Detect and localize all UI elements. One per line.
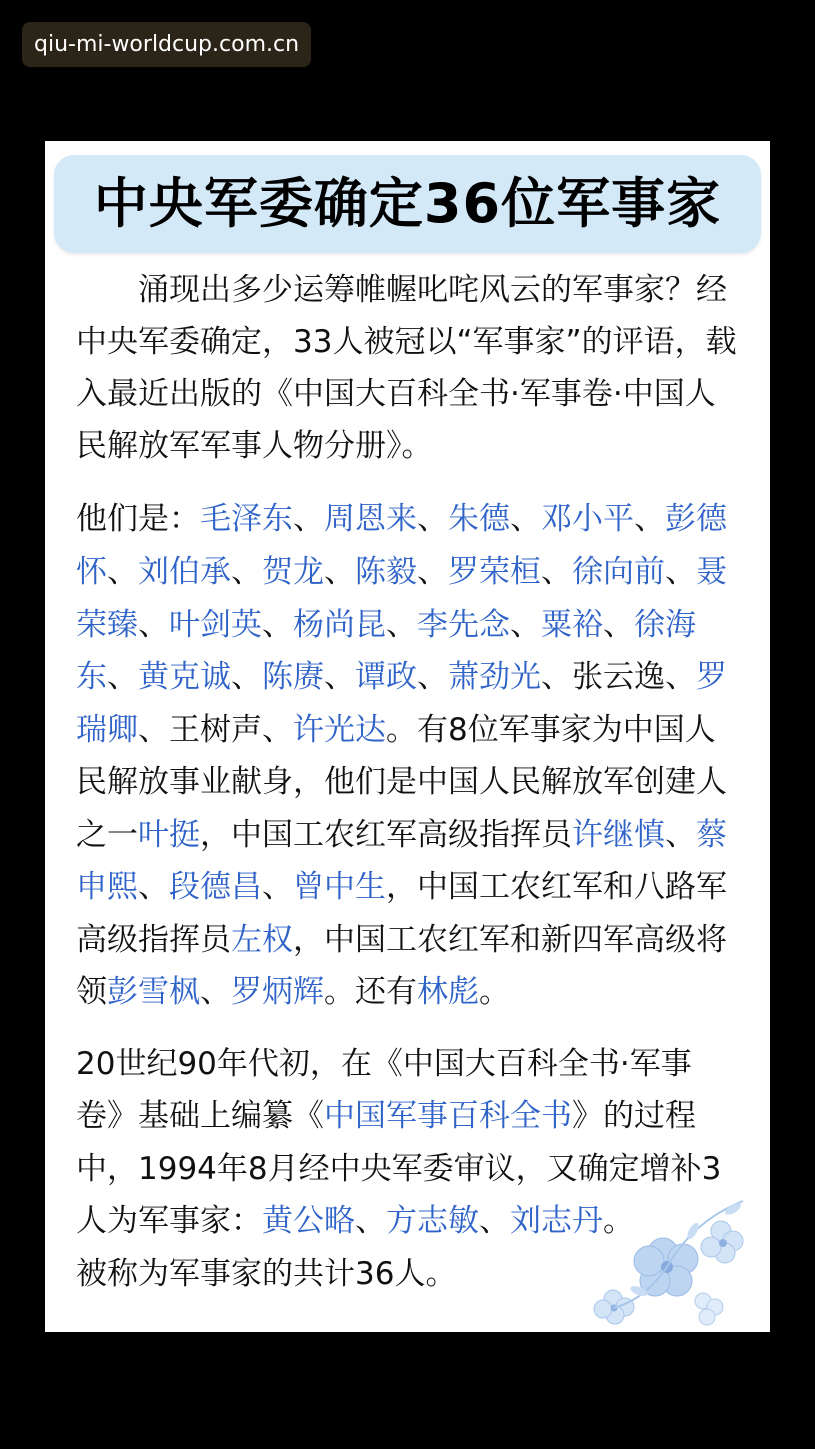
text-line: [76, 966, 510, 1018]
name-highlight: 萧劲光: [448, 659, 541, 695]
text-segment: 、: [479, 1203, 510, 1239]
text-segment: 20世纪90年代初，在《中国大百科全书·军事: [76, 1046, 692, 1082]
text-line: [76, 1143, 721, 1195]
name-highlight: 罗: [696, 659, 727, 695]
text-segment: 、: [138, 607, 169, 643]
text-line: [76, 316, 737, 368]
text-line: [76, 368, 716, 420]
name-highlight: 邓小平: [541, 501, 634, 537]
name-highlight: 徐海: [634, 607, 696, 643]
text-segment: 人为军事家：: [76, 1203, 262, 1239]
text-segment: 、王树声、: [138, 712, 293, 748]
text-segment: 》的过程: [572, 1098, 696, 1134]
name-highlight: 刘伯承: [138, 554, 231, 590]
text-segment: 、: [634, 501, 665, 537]
text-segment: 、: [231, 554, 262, 590]
text-segment: 。: [479, 974, 510, 1010]
text-segment: 民解放事业献身，他们是中国人民解放军创建人: [76, 764, 727, 800]
name-highlight: 黄克诚: [138, 659, 231, 695]
name-highlight: 中国军事百科全书: [324, 1098, 572, 1134]
text-segment: 、: [107, 659, 138, 695]
watermark: qiu-mi-worldcup.com.cn: [22, 22, 311, 67]
text-line: [76, 756, 727, 808]
text-segment: 、: [417, 554, 448, 590]
page-title: 中央军委确定36位军事家: [93, 172, 722, 235]
name-highlight: 东: [76, 659, 107, 695]
name-highlight: 申熙: [76, 869, 138, 905]
text-line: [76, 809, 727, 861]
text-segment: 、: [417, 659, 448, 695]
text-segment: ，中国工农红军和八路军: [386, 869, 727, 905]
text-line: [76, 1248, 456, 1300]
text-line: [76, 651, 727, 703]
name-highlight: 曾中生: [293, 869, 386, 905]
text-segment: 、: [510, 607, 541, 643]
name-highlight: 瑞卿: [76, 712, 138, 748]
text-segment: 民解放军军事人物分册》。: [76, 428, 433, 464]
text-segment: 他们是：: [76, 501, 200, 537]
text-line: [76, 264, 727, 316]
name-highlight: 荣臻: [76, 607, 138, 643]
name-highlight: 左权: [231, 922, 293, 958]
text-segment: 、: [603, 607, 634, 643]
text-segment: 、: [386, 607, 417, 643]
text-segment: 、: [324, 554, 355, 590]
name-highlight: 杨尚昆: [293, 607, 386, 643]
text-line: [76, 704, 716, 756]
name-highlight: 许继慎: [572, 817, 665, 853]
text-segment: 、: [665, 817, 696, 853]
name-highlight: 李先念: [417, 607, 510, 643]
title-banner: [54, 155, 761, 253]
name-highlight: 谭政: [355, 659, 417, 695]
text-segment: 。还有: [324, 974, 417, 1010]
article-card: [45, 141, 770, 1332]
text-segment: ，中国工农红军高级指挥员: [200, 817, 572, 853]
name-highlight: 周恩来: [324, 501, 417, 537]
text-segment: 、: [262, 607, 293, 643]
text-segment: 、: [293, 501, 324, 537]
text-segment: 之一: [76, 817, 138, 853]
text-segment: 、: [138, 869, 169, 905]
text-line: [76, 493, 727, 545]
name-highlight: 贺龙: [262, 554, 324, 590]
text-line: [76, 420, 433, 472]
text-segment: 、: [665, 554, 696, 590]
name-highlight: 朱德: [448, 501, 510, 537]
name-highlight: 罗炳辉: [231, 974, 324, 1010]
name-highlight: 陈赓: [262, 659, 324, 695]
name-highlight: 叶挺: [138, 817, 200, 853]
text-segment: 、: [417, 501, 448, 537]
text-line: [76, 599, 696, 651]
text-segment: 高级指挥员: [76, 922, 231, 958]
text-segment: 、: [324, 659, 355, 695]
name-highlight: 徐向前: [572, 554, 665, 590]
text-segment: 。: [603, 1203, 634, 1239]
text-segment: 领: [76, 974, 107, 1010]
name-highlight: 怀: [76, 554, 107, 590]
name-highlight: 刘志丹: [510, 1203, 603, 1239]
name-highlight: 彭德: [665, 501, 727, 537]
text-line: [76, 1038, 692, 1090]
name-highlight: 蔡: [696, 817, 727, 853]
name-highlight: 毛泽东: [200, 501, 293, 537]
name-highlight: 罗荣桓: [448, 554, 541, 590]
text-segment: 、: [107, 554, 138, 590]
text-segment: 、张云逸、: [541, 659, 696, 695]
text-segment: 涌现出多少运筹帷幄叱咤风云的军事家？经: [138, 272, 727, 308]
text-line: [76, 861, 727, 913]
blue-flower-icon: [583, 1191, 763, 1331]
text-segment: 卷》基础上编纂《: [76, 1098, 324, 1134]
text-segment: 、: [200, 974, 231, 1010]
text-line: [76, 1090, 696, 1142]
name-highlight: 粟裕: [541, 607, 603, 643]
text-segment: 中央军委确定，33人被冠以“军事家”的评语，载: [76, 324, 737, 360]
text-segment: 被称为军事家的共计36人。: [76, 1256, 457, 1292]
text-line: [76, 546, 727, 598]
text-line: [76, 1195, 634, 1247]
text-segment: ，中国工农红军和新四军高级将: [293, 922, 727, 958]
name-highlight: 许光达: [293, 712, 386, 748]
text-segment: 中，1994年8月经中央军委审议，又确定增补3: [76, 1151, 722, 1187]
text-segment: 入最近出版的《中国大百科全书·军事卷·中国人: [76, 376, 716, 412]
name-highlight: 林彪: [417, 974, 479, 1010]
name-highlight: 叶剑英: [169, 607, 262, 643]
text-line: [76, 914, 727, 966]
name-highlight: 陈毅: [355, 554, 417, 590]
text-segment: 、: [355, 1203, 386, 1239]
name-highlight: 聂: [696, 554, 727, 590]
name-highlight: 彭雪枫: [107, 974, 200, 1010]
name-highlight: 黄公略: [262, 1203, 355, 1239]
name-highlight: 方志敏: [386, 1203, 479, 1239]
text-segment: 、: [231, 659, 262, 695]
name-highlight: 段德昌: [169, 869, 262, 905]
text-segment: 、: [510, 501, 541, 537]
text-segment: 、: [262, 869, 293, 905]
text-segment: 、: [541, 554, 572, 590]
text-segment: 。有8位军事家为中国人: [386, 712, 716, 748]
